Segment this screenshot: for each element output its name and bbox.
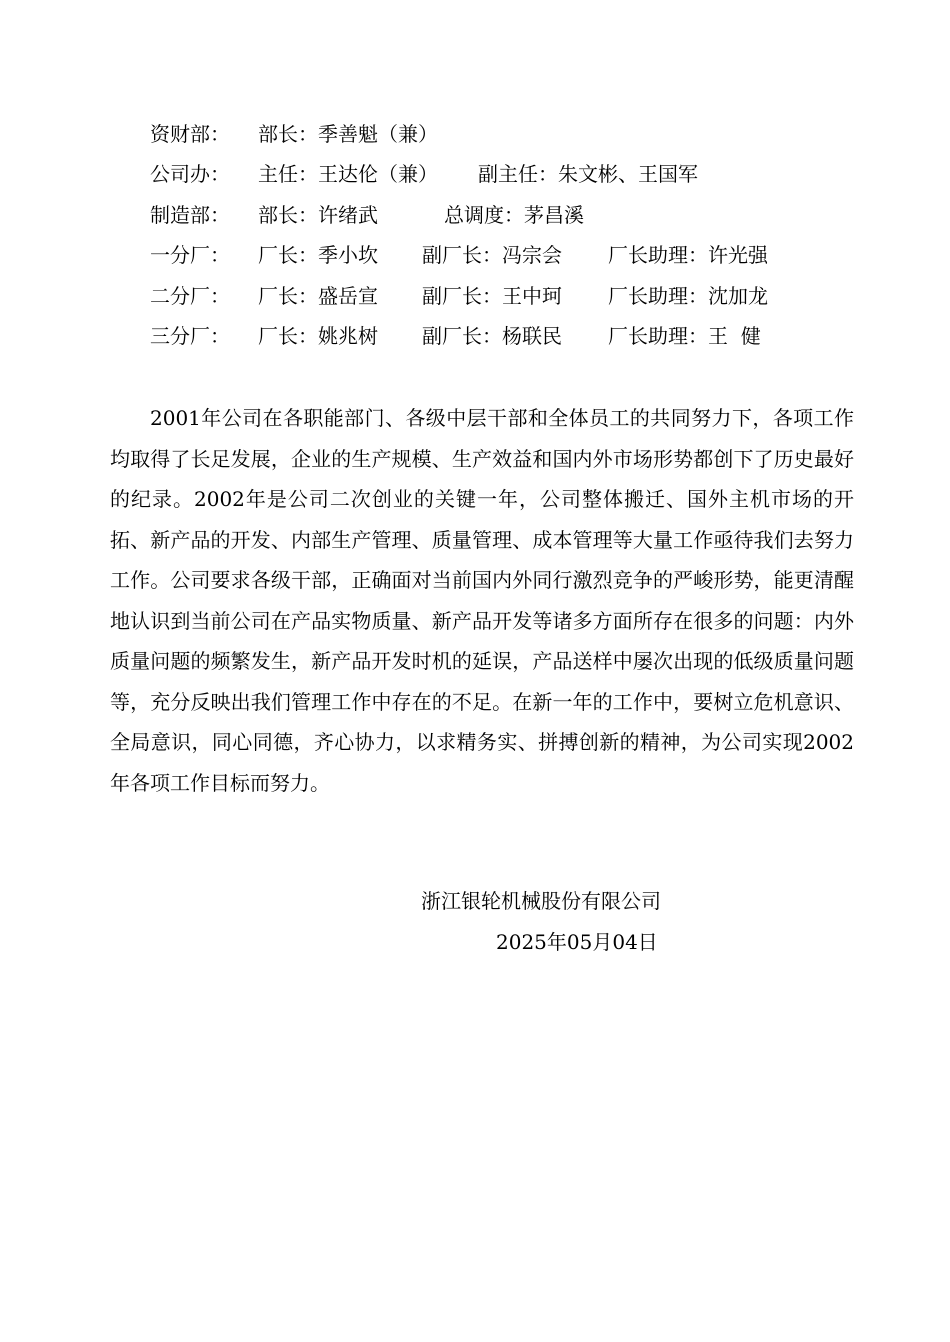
roster-row-branch-2 (0, 281, 950, 311)
dept-head: 部长：许绪武 (258, 203, 378, 227)
dept-name: 一分厂： (150, 243, 230, 267)
roster-row-manufacturing (0, 200, 950, 230)
roster-row-branch-3 (0, 321, 950, 351)
dept-head: 主任：王达伦（兼） (258, 162, 438, 186)
dept-assistant: 厂长助理：王 健 (608, 324, 761, 348)
dept-deputy: 副主任：朱文彬、王国军 (478, 162, 698, 186)
dept-assistant: 厂长助理：沈加龙 (608, 284, 768, 308)
dept-head: 部长：季善魁（兼） (258, 122, 438, 146)
document-date: 2025年05月04日 (496, 930, 658, 954)
dept-deputy: 副厂长：杨联民 (422, 324, 562, 348)
dept-deputy: 副厂长：王中珂 (422, 284, 562, 308)
dept-dispatcher: 总调度：茅昌溪 (444, 203, 584, 227)
roster-row-finance (0, 119, 950, 149)
dept-assistant: 厂长助理：许光强 (608, 243, 768, 267)
dept-head: 厂长：姚兆树 (258, 324, 378, 348)
dept-name: 制造部： (150, 203, 230, 227)
roster-row-branch-1 (0, 240, 950, 270)
dept-head: 厂长：盛岳宣 (258, 284, 378, 308)
dept-name: 三分厂： (150, 324, 230, 348)
company-name: 浙江银轮机械股份有限公司 (421, 889, 661, 913)
dept-name: 二分厂： (150, 284, 230, 308)
body-paragraph: 2001年公司在各职能部门、各级中层干部和全体员工的共同努力下，各项工作均取得了长足发展，企业的生产规模、生产效益和国内外市场形势都创下了历史最好的纪录。2002年是公司二次创业的关键一年，公司整体搬迁、国外主机市场的开拓、新产品的开发、内部生产管理、质量管理、成本管理等大量工作亟待我们去努力工作。公司要求各级干部，正确面对当前国内外同行激烈竞争的严峻形势，能更清醒地认识到当前公司在产品实物质量、新产品开发等诸多方面所存在很多的问题：内外质量问题的频繁发生，新产品开发时机的延误，产品送样中屡次出现的低级质量问题等，充分反映出我们管理工作中存在的不足。在新一年的工作中，要树立危机意识、全局意识，同心同德，齐心协力，以求精务实、拼搏创新的精神，为公司实现2002年各项工作目标而努力。 (110, 406, 854, 795)
dept-name: 公司办： (150, 162, 230, 186)
dept-deputy: 副厂长：冯宗会 (422, 243, 562, 267)
dept-name: 资财部： (150, 122, 230, 146)
dept-head: 厂长：季小坎 (258, 243, 378, 267)
roster-row-office (0, 159, 950, 189)
